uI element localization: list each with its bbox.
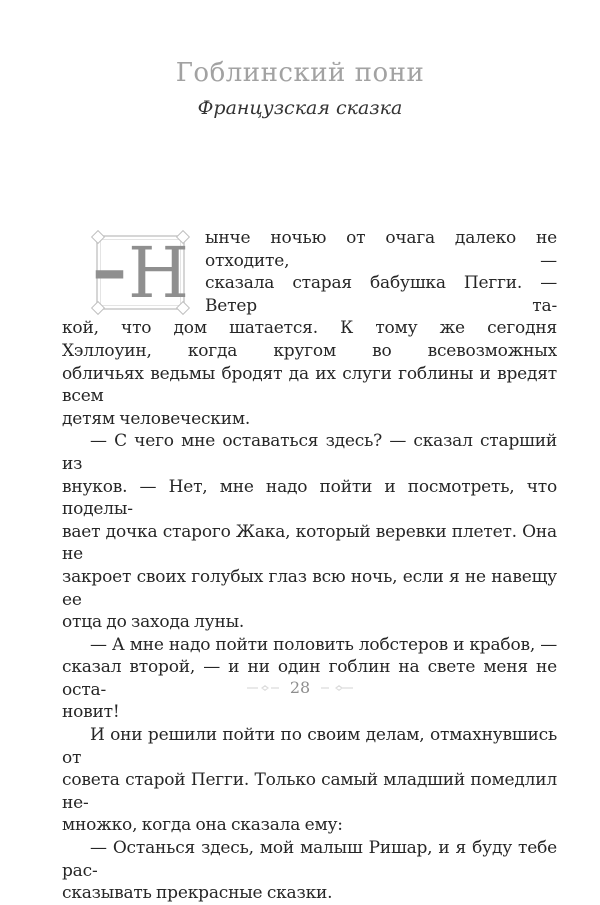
flourish-icon <box>320 684 354 692</box>
text-line: внуков. — Нет, мне надо пойти и посмотреть, что поделы- <box>62 476 557 520</box>
text-line: ынче ночью от очага далеко не отходите, — <box>205 228 557 271</box>
text-line: детям человеческим. <box>62 408 251 429</box>
body-lines <box>62 227 557 905</box>
text-line: — С чего мне оставаться здесь? — сказал старший из <box>62 431 557 474</box>
story-subtitle: Французская сказка <box>197 97 403 119</box>
flourish-icon <box>246 684 280 692</box>
story-title: Гоблинский пони <box>175 58 425 88</box>
text-line: сказала старая бабушка Пегги. — Ветер та- <box>205 273 557 316</box>
text-line: сказывать прекрасные сказки. <box>62 883 333 904</box>
text-line: сказал второй, — и ни один гоблин на свете меня не оста- <box>62 657 557 700</box>
text-line: отца до захода луны. <box>62 612 245 633</box>
text-line: совета старой Пегги. Только самый младший помедлил не- <box>62 770 557 813</box>
text-line: — Останься здесь, мой малыш Ришар, и я буду тебе рас- <box>62 838 557 881</box>
text-line: вает дочка старого Жака, который веревки плетет. Она не <box>62 521 557 565</box>
text-line: множко, когда она сказала ему: <box>62 815 343 836</box>
text-line: обличьях ведьмы бродят да их слуги гоблины и вредят всем <box>62 363 557 407</box>
text-line: закроет своих голубых глаз всю ночь, если я не навещу ее <box>62 566 557 610</box>
dropcap-content <box>91 226 190 314</box>
page-number: 28 <box>289 678 311 697</box>
page-footer <box>0 678 600 697</box>
dropcap-dash: – <box>91 226 127 310</box>
dropcap-frame <box>91 226 190 314</box>
dropcap-letter: Н <box>127 231 190 314</box>
text-line: кой, что дом шатается. К тому же сегодня <box>62 318 557 339</box>
text-line: новит! <box>62 702 120 723</box>
text-line: — А мне надо пойти половить лобстеров и крабов, — <box>90 634 557 655</box>
text-line: И они решили пойти по своим делам, отмахнувшись от <box>62 725 557 768</box>
text-line: Хэллоуин, когда кругом во всевозможных <box>62 340 557 361</box>
body-text-block <box>62 227 557 905</box>
